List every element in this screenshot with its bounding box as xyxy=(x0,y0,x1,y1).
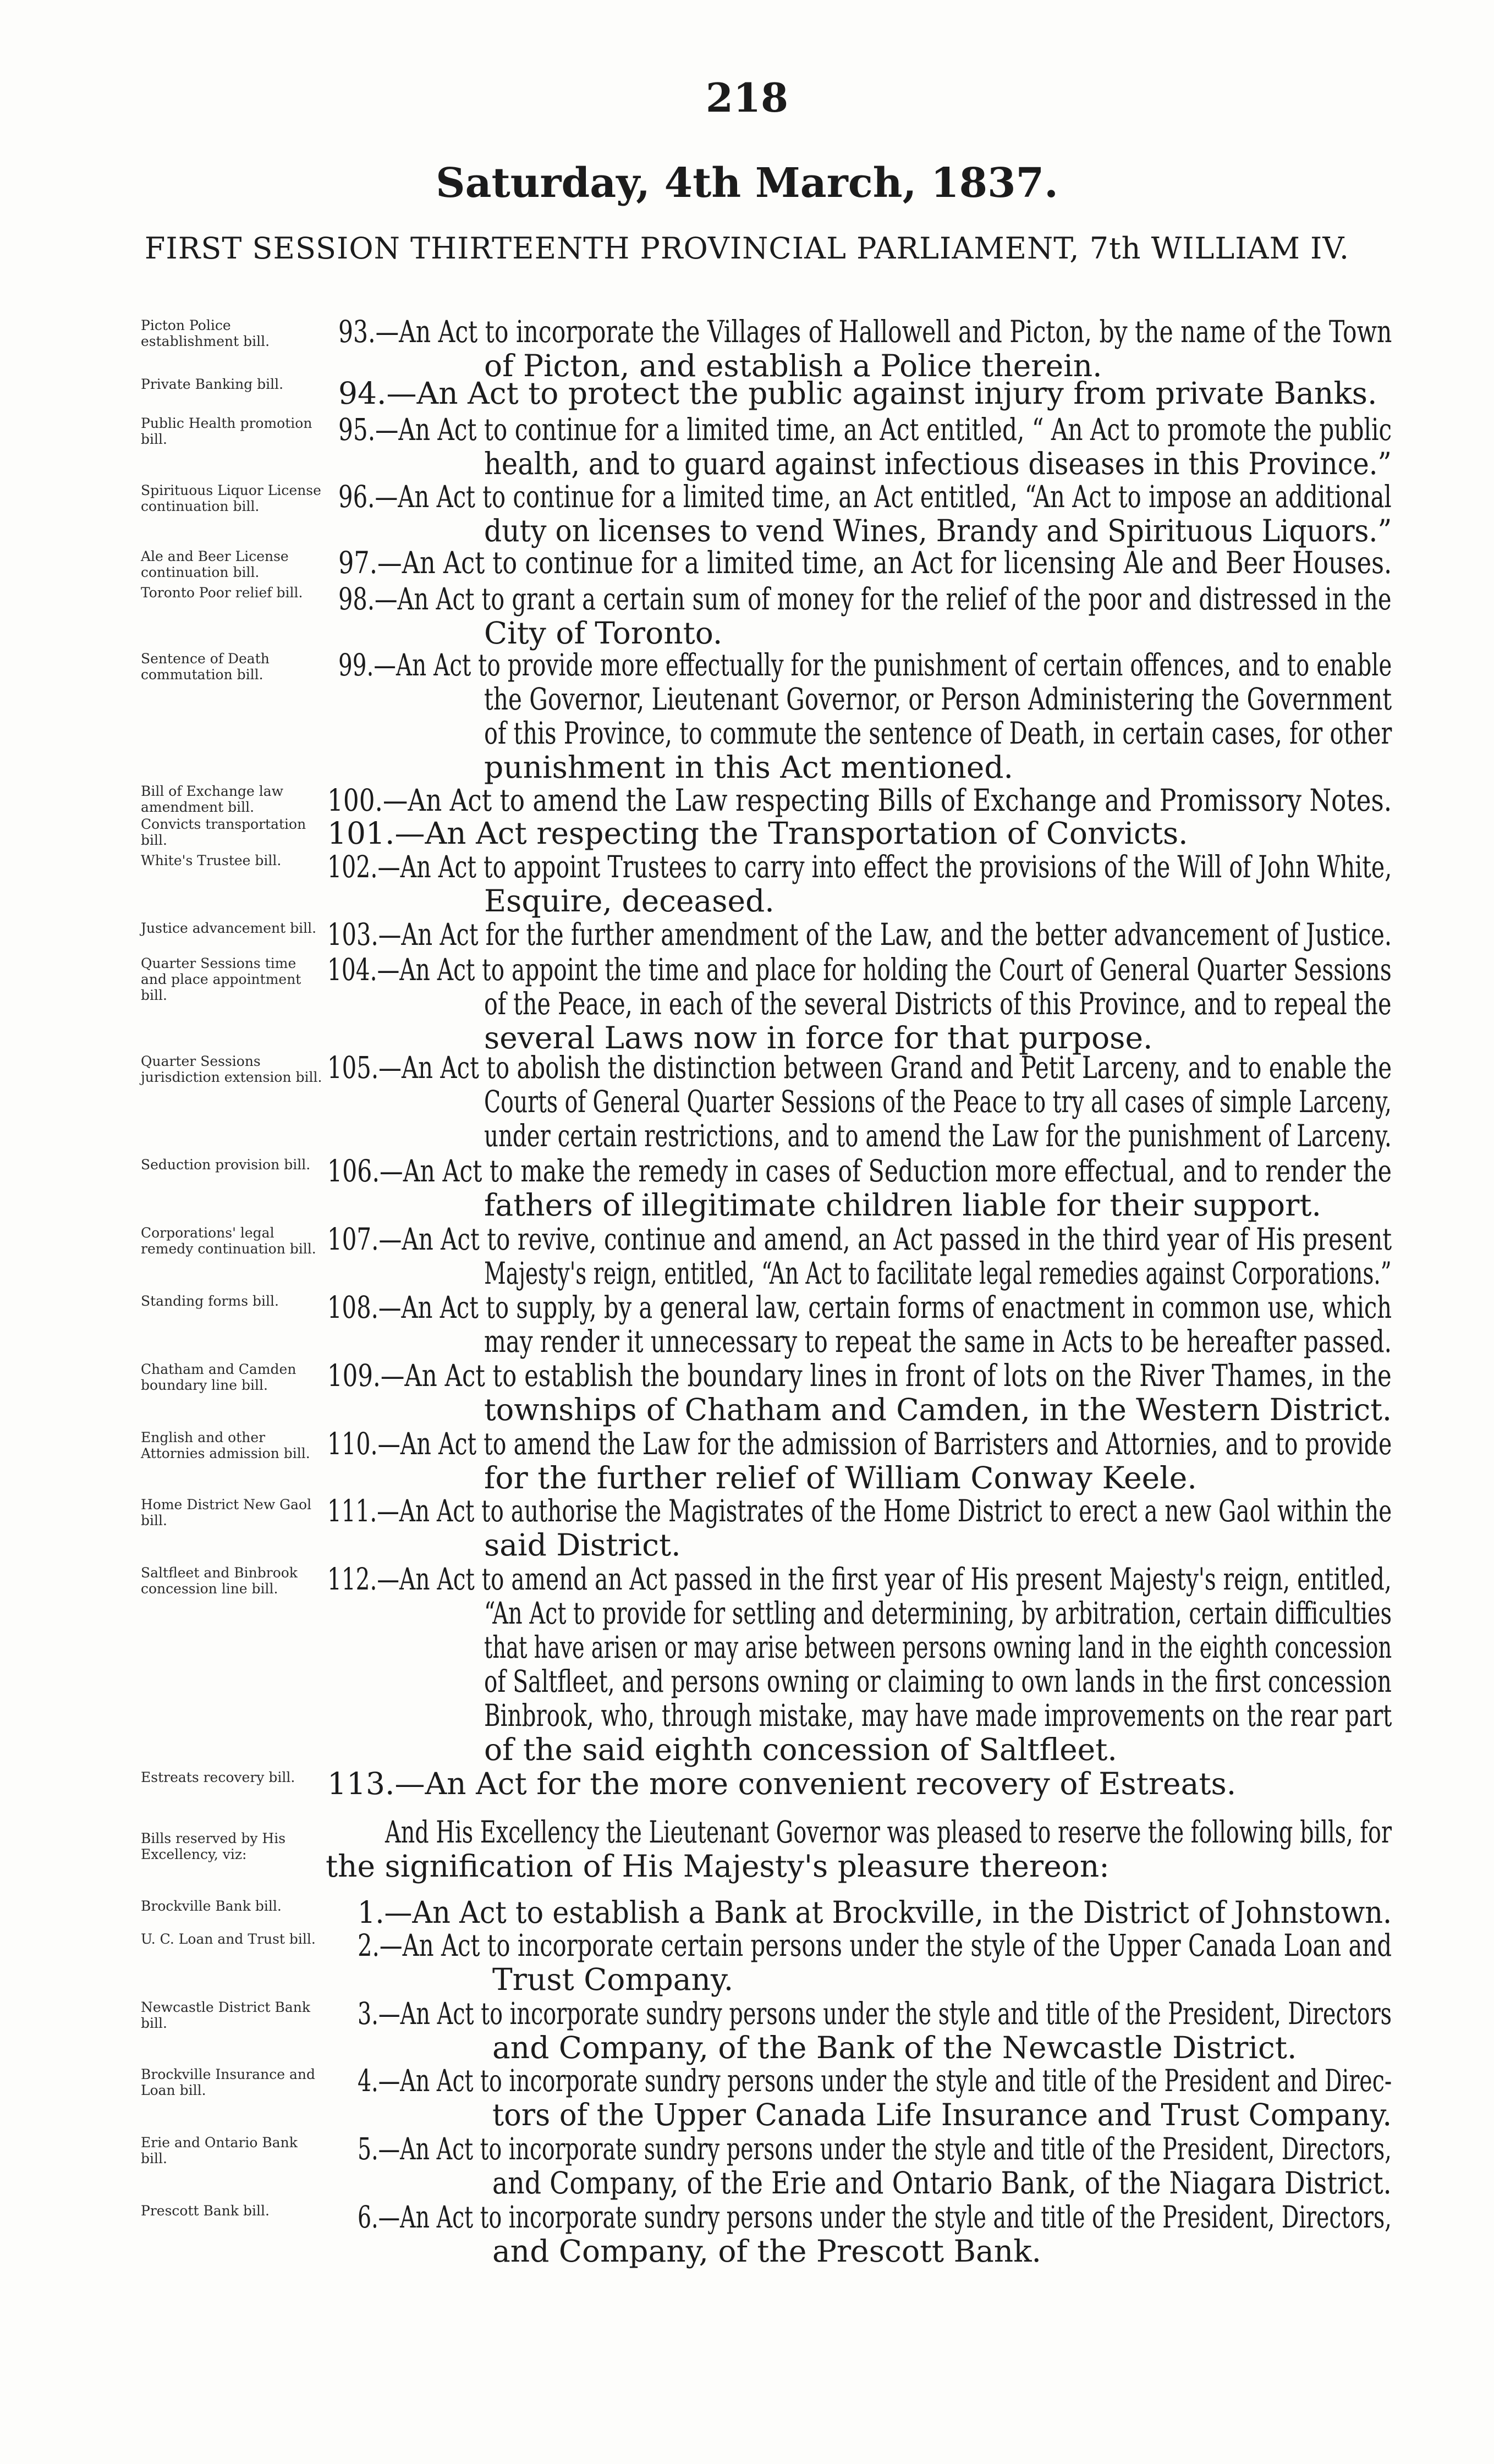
act-line: punishment in this Act mentioned. xyxy=(484,750,1014,785)
act-line: 113.—An Act for the more convenient recovery of Estreats. xyxy=(327,1766,1237,1801)
act-line: Esquire, deceased. xyxy=(484,883,775,919)
act-line: of Picton, and establish a Police therein. xyxy=(484,348,1102,383)
margin-note: Estreats recovery bill. xyxy=(141,1769,295,1785)
margin-note: U. C. Loan and Trust bill. xyxy=(141,1931,316,1947)
act-line: 93.—An Act to incorporate the Villages of Hallowell and Picton, by the name of the Town xyxy=(338,314,1392,349)
act-line: health, and to guard against infectious diseases in this Province.” xyxy=(484,446,1392,481)
act-line: the Governor, Lieutenant Governor, or Person Administering the Government xyxy=(484,681,1392,717)
bill-line: tors of the Upper Canada Life Insurance and Trust Company. xyxy=(492,2097,1392,2132)
bill-line: 5.—An Act to incorporate sundry persons under the style and title of the President, Directors, xyxy=(358,2131,1392,2166)
act-line: for the further relief of William Conway Keele. xyxy=(484,1460,1197,1495)
act-line: 103.—An Act for the further amendment of the Law, and the better advancement of Justice. xyxy=(327,917,1392,952)
act-line: townships of Chatham and Camden, in the Western District. xyxy=(484,1392,1392,1427)
act-line: may render it unnecessary to repeat the same in Acts to be hereafter passed. xyxy=(484,1324,1392,1359)
margin-note: Sentence of Death commutation bill. xyxy=(141,651,270,683)
act-line: 109.—An Act to establish the boundary lines in front of lots on the River Thames, in the xyxy=(327,1358,1392,1393)
margin-note: Toronto Poor relief bill. xyxy=(141,585,303,601)
act-line: 108.—An Act to supply, by a general law, certain forms of enactment in common use, which xyxy=(327,1290,1392,1325)
bill-line: and Company, of the Prescott Bank. xyxy=(492,2234,1042,2269)
act-line: Courts of General Quarter Sessions of the Peace to try all cases of simple Larceny, xyxy=(484,1084,1392,1119)
margin-note: Convicts transportation bill. xyxy=(141,816,306,848)
margin-note: Saltfleet and Binbrook concession line bill. xyxy=(141,1565,298,1597)
act-line: duty on licenses to vend Wines, Brandy and Spirituous Liquors.” xyxy=(484,513,1392,548)
margin-note: Public Health promotion bill. xyxy=(141,415,312,447)
bill-line: 4.—An Act to incorporate sundry persons under the style and title of the President and Direc- xyxy=(358,2063,1392,2098)
intro-line: And His Excellency the Lieutenant Governor was pleased to reserve the following bills, for xyxy=(385,1814,1392,1850)
act-line: of this Province, to commute the sentence of Death, in certain cases, for other xyxy=(484,716,1392,751)
margin-note: Picton Police establishment bill. xyxy=(141,317,270,349)
act-line: 106.—An Act to make the remedy in cases of Seduction more effectual, and to render the xyxy=(327,1153,1392,1189)
margin-note: Erie and Ontario Bank bill. xyxy=(141,2135,298,2166)
act-line: 101.—An Act respecting the Transportation of Convicts. xyxy=(327,816,1188,851)
act-line: Binbrook, who, through mistake, may have made improvements on the rear part xyxy=(484,1698,1392,1733)
act-line: “An Act to provide for settling and determining, by arbitration, certain difficulties xyxy=(484,1596,1392,1631)
act-line: 105.—An Act to abolish the distinction between Grand and Petit Larceny, and to enable the xyxy=(327,1050,1392,1085)
act-line: Majesty's reign, entitled, “An Act to facilitate legal remedies against Corporations.” xyxy=(484,1256,1392,1291)
margin-note: Ale and Beer License continuation bill. xyxy=(141,548,289,580)
act-line: 95.—An Act to continue for a limited time, an Act entitled, “ An Act to promote the public xyxy=(338,412,1392,447)
intro-line: the signification of His Majesty's pleasure thereon: xyxy=(326,1849,1109,1884)
page-number: 218 xyxy=(705,74,789,121)
margin-note: English and other Attornies admission bill. xyxy=(141,1429,310,1461)
date-heading: Saturday, 4th March, 1837. xyxy=(436,160,1058,207)
margin-note: Home District New Gaol bill. xyxy=(141,1497,312,1528)
margin-note: Private Banking bill. xyxy=(141,376,284,392)
bill-line: Trust Company. xyxy=(492,1962,734,1997)
margin-note: Newcastle District Bank bill. xyxy=(141,1999,310,2031)
act-line: fathers of illegitimate children liable for their support. xyxy=(484,1187,1321,1223)
act-line: 110.—An Act to amend the Law for the admission of Barristers and Attornies, and to provide xyxy=(327,1426,1392,1461)
bill-line: 1.—An Act to establish a Bank at Brockville, in the District of Johnstown. xyxy=(358,1895,1392,1930)
act-line: that have arisen or may arise between persons owning land in the eighth concession xyxy=(484,1630,1392,1665)
margin-note: Justice advancement bill. xyxy=(141,920,317,936)
act-line: 99.—An Act to provide more effectually for the punishment of certain offences, and to enable xyxy=(338,647,1392,683)
margin-note: Quarter Sessions jurisdiction extension bill. xyxy=(141,1053,322,1085)
act-line: said District. xyxy=(484,1527,681,1563)
act-line: City of Toronto. xyxy=(484,615,723,651)
act-line: 97.—An Act to continue for a limited time, an Act for licensing Ale and Beer Houses. xyxy=(338,545,1392,580)
act-line: 104.—An Act to appoint the time and place for holding the Court of General Quarter Sessions xyxy=(327,952,1392,987)
margin-note: Corporations' legal remedy continuation bill. xyxy=(141,1225,316,1257)
margin-note: Spirituous Liquor License continuation bill. xyxy=(141,482,321,514)
act-line: 107.—An Act to revive, continue and amend, an Act passed in the third year of His present xyxy=(327,1222,1392,1257)
margin-note: Brockville Insurance and Loan bill. xyxy=(141,2066,315,2098)
act-line: 112.—An Act to amend an Act passed in the first year of His present Majesty's reign, entitled, xyxy=(327,1561,1392,1597)
bill-line: 2.—An Act to incorporate certain persons under the style of the Upper Canada Loan and xyxy=(358,1928,1392,1963)
margin-note: Chatham and Camden boundary line bill. xyxy=(141,1361,296,1393)
bill-line: and Company, of the Erie and Ontario Bank, of the Niagara District. xyxy=(492,2165,1392,2201)
act-line: 98.—An Act to grant a certain sum of money for the relief of the poor and distressed in the xyxy=(338,581,1392,617)
act-line: several Laws now in force for that purpose. xyxy=(484,1020,1153,1055)
act-line: 96.—An Act to continue for a limited time, an Act entitled, “An Act to impose an additional xyxy=(338,479,1392,514)
act-line: of the said eighth concession of Saltfleet. xyxy=(484,1732,1117,1767)
margin-note: Quarter Sessions time and place appointment bill. xyxy=(141,955,301,1003)
act-line: of the Peace, in each of the several Districts of this Province, and to repeal the xyxy=(484,986,1392,1021)
act-line: 111.—An Act to authorise the Magistrates of the Home District to erect a new Gaol within the xyxy=(327,1493,1392,1528)
act-line: 102.—An Act to appoint Trustees to carry into effect the provisions of the Will of John White, xyxy=(327,849,1392,884)
margin-note: White's Trustee bill. xyxy=(141,853,282,868)
margin-note: Bills reserved by His Excellency, viz: xyxy=(141,1830,286,1862)
margin-note: Prescott Bank bill. xyxy=(141,2203,270,2219)
act-line: 94.—An Act to protect the public against injury from private Banks. xyxy=(338,376,1377,411)
margin-note: Bill of Exchange law amendment bill. xyxy=(141,783,284,815)
margin-note: Seduction provision bill. xyxy=(141,1157,311,1173)
act-line: of Saltfleet, and persons owning or claiming to own lands in the first concession xyxy=(484,1664,1392,1699)
bill-line: 3.—An Act to incorporate sundry persons under the style and title of the President, Directors xyxy=(358,1996,1392,2031)
session-heading: FIRST SESSION THIRTEENTH PROVINCIAL PARLIAMENT, 7th WILLIAM IV. xyxy=(144,231,1350,266)
bill-line: 6.—An Act to incorporate sundry persons under the style and title of the President, Directors, xyxy=(358,2199,1392,2235)
act-line: under certain restrictions, and to amend the Law for the punishment of Larceny. xyxy=(484,1118,1392,1153)
bill-line: and Company, of the Bank of the Newcastle District. xyxy=(492,2030,1297,2065)
act-line: 100.—An Act to amend the Law respecting Bills of Exchange and Promissory Notes. xyxy=(327,783,1392,818)
margin-note: Brockville Bank bill. xyxy=(141,1898,282,1914)
margin-note: Standing forms bill. xyxy=(141,1293,279,1309)
